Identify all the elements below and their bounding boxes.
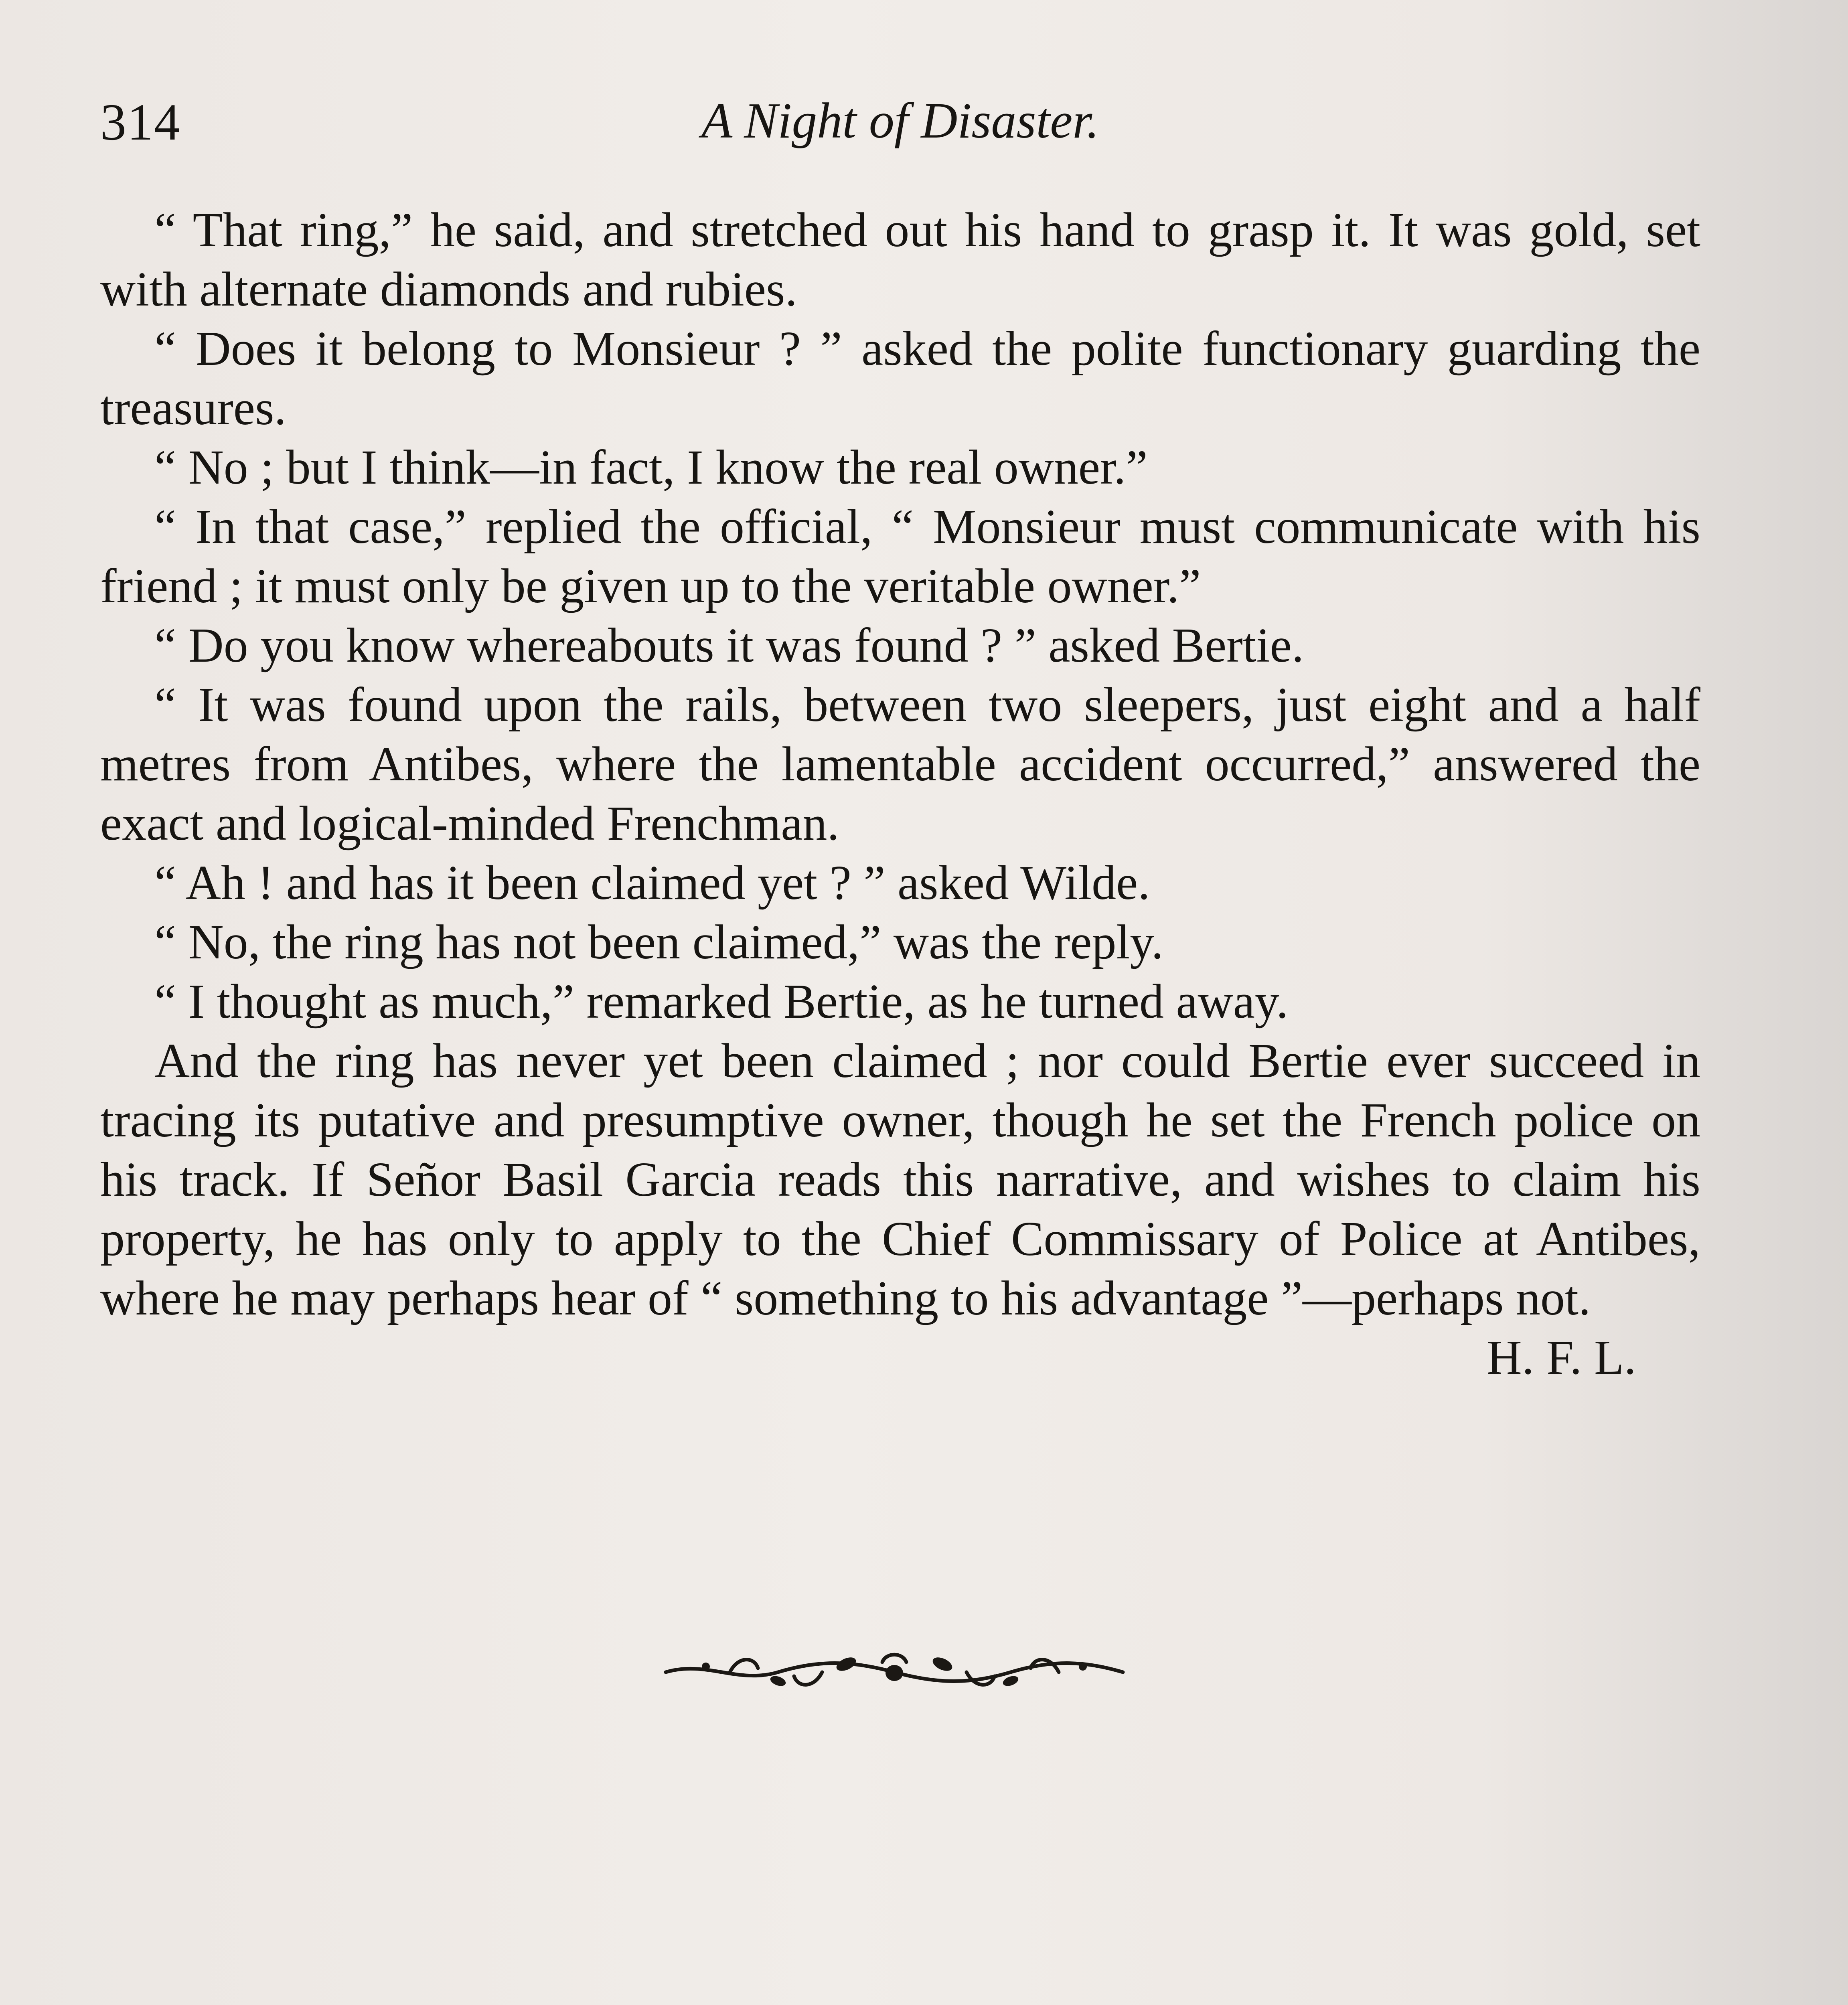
paragraph: “ In that case,” replied the official, “ Monsieur must communicate with his friend ; it must only be given up to the veritable owner.” [100,500,1700,613]
paragraph: “ Do you know whereabouts it was found ? ” asked Bertie. [154,618,1304,672]
paragraph: “ It was found upon the rails, between two sleepers, just eight and a half metres from Antibes, where the lamentable accident occurred,” answered the exact and logical-minded Frenchman. [100,678,1700,851]
running-title: A Night of Disaster. [701,93,1099,149]
paragraph: “ Ah ! and has it been claimed yet ? ” asked Wilde. [154,856,1150,910]
paragraph: “ Does it belong to Monsieur ? ” asked the polite functionary guarding the treasures. [100,322,1700,435]
story-text [100,200,1700,1387]
paragraph: “ No ; but I think—in fact, I know the real owner.” [154,440,1148,494]
paragraph: “ That ring,” he said, and stretched out his hand to grasp it. It was gold, set with alternate diamonds and rubies. [100,203,1700,316]
paragraph: “ No, the ring has not been claimed,” was the reply. [154,915,1163,969]
paragraph: And the ring has never yet been claimed ; nor could Bertie ever succeed in tracing its putative and presumptive owner, though he set the French police on his track. If Señor Basil Garcia reads this narrative, and wishes to claim his property, he has only to apply to the Chief Commissary of Police at Antibes, where he may perhaps hear of “ something to his advantage ”—perhaps not. [100,1034,1700,1325]
story-signature: H. F. L. [1486,1331,1636,1385]
page-header [100,92,1700,164]
paragraph: “ I thought as much,” remarked Bertie, as he turned away. [154,974,1289,1029]
page-number: 314 [100,93,181,151]
vine-ornament-icon [658,1644,1131,1692]
